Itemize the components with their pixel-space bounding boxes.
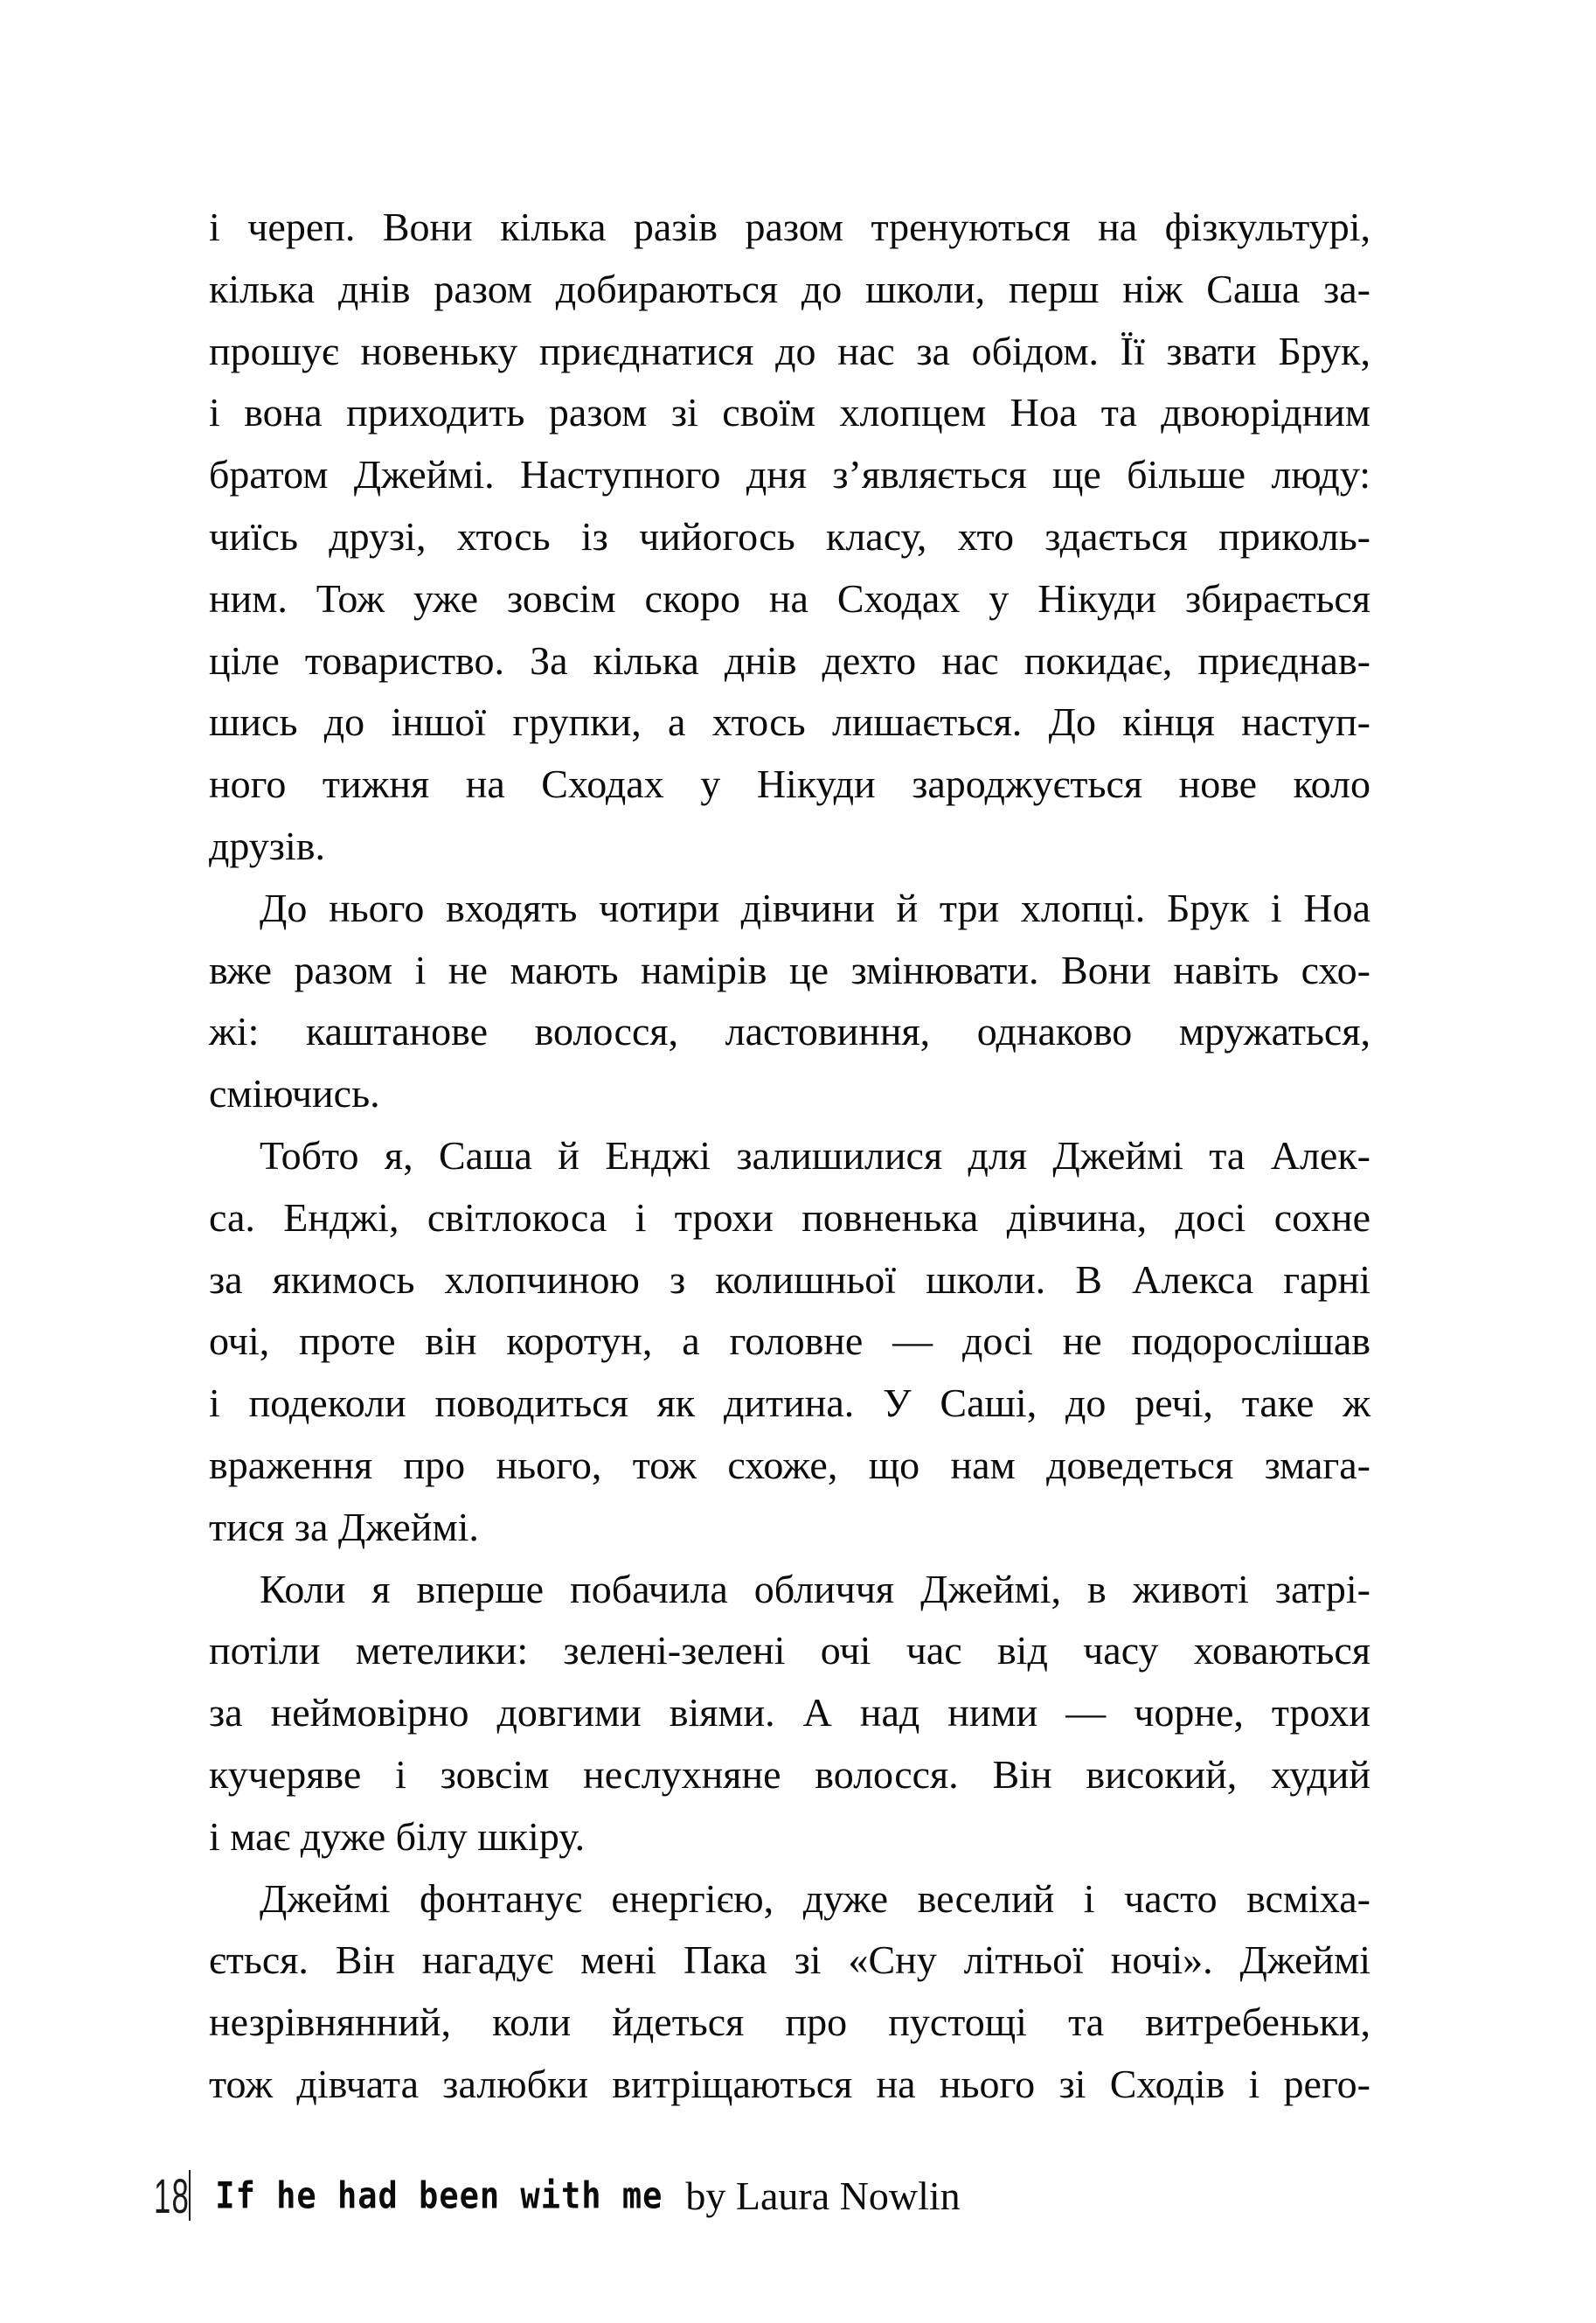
text-block — [209, 197, 1370, 2116]
text-line: і має дуже білу шкіру. — [209, 1813, 586, 1859]
text-line: Коли я вперше побачила обличчя Джеймі, в животі затрі- — [260, 1566, 1370, 1611]
paragraph — [209, 1868, 1370, 2116]
text-line: сміючись. — [209, 1071, 380, 1116]
text-line: ного тижня на Сходах у Нікуди зароджується нове коло — [209, 762, 1370, 807]
text-line: Тобто я, Саша й Енджі залишилися для Джеймі та Алек- — [260, 1132, 1370, 1178]
paragraph — [209, 1125, 1370, 1559]
footer — [154, 2167, 961, 2224]
page-number: 18 — [154, 2167, 191, 2223]
text-line: чиїсь друзі, хтось із чийогось класу, хто здається приколь- — [209, 513, 1370, 559]
text-line: тися за Джеймі. — [209, 1504, 479, 1549]
text-line: братом Джеймі. Наступного дня з’являється ще більше люду: — [209, 452, 1370, 497]
footer-book-title: If he had been with me — [215, 2173, 663, 2217]
text-line: ним. Тож уже зовсім скоро на Сходах у Нікуди збирається — [209, 575, 1370, 621]
text-line: До нього входять чотири дівчини й три хлопці. Брук і Ноа — [260, 885, 1370, 930]
paragraph — [209, 197, 1370, 878]
text-line: жі: каштанове волосся, ластовиння, однаково мружаться, — [209, 1009, 1370, 1054]
text-line: і череп. Вони кілька разів разом тренуються на фізкультурі, — [209, 205, 1370, 249]
text-line: за неймовірно довгими віями. А над ними — чорне, трохи — [209, 1690, 1370, 1735]
text-line: і вона приходить разом зі своїм хлопцем Ноа та двоюрідним — [209, 390, 1370, 435]
text-line: очі, проте він коротун, а головне — досі не подорослішав — [209, 1318, 1370, 1364]
text-line: ціле товариство. За кілька днів дехто нас покидає, приєднав- — [209, 637, 1370, 683]
text-line: кілька днів разом добираються до школи, перш ніж Саша за- — [209, 266, 1370, 311]
paragraph — [209, 1559, 1370, 1868]
text-line: друзів. — [209, 823, 325, 868]
text-line: вже разом і не мають намірів це змінювати. Вони навіть схо- — [209, 947, 1370, 992]
text-line: тож дівчата залюбки витріщаються на нього зі Сходів і рего- — [209, 2061, 1370, 2106]
text-line: прошує новеньку приєднатися до нас за обідом. Її звати Брук, — [209, 328, 1370, 373]
text-line: са. Енджі, світлокоса і трохи повненька дівчина, досі сохне — [209, 1194, 1370, 1240]
text-line: ється. Він нагадує мені Пака зі «Сну літньої ночі». Джеймі — [209, 1937, 1370, 1983]
text-line: шись до іншої групки, а хтось лишається. До кінця наступ- — [209, 699, 1370, 745]
text-line: кучеряве і зовсім неслухняне волосся. Він високий, худий — [209, 1751, 1370, 1797]
text-line: Джеймі фонтанує енергією, дуже веселий і часто всміха- — [260, 1875, 1370, 1921]
text-line: потіли метелики: зелені-зелені очі час від часу ховаються — [209, 1628, 1370, 1673]
text-line: за якимось хлопчиною з колишньої школи. В Алекса гарні — [209, 1256, 1370, 1302]
text-line: і подеколи поводиться як дитина. У Саші, до речі, таке ж — [209, 1381, 1370, 1426]
text-line: незрівнянний, коли йдеться про пустощі та витребеньки, — [209, 2000, 1370, 2045]
footer-author: by Laura Nowlin — [685, 2173, 961, 2218]
paragraph — [209, 878, 1370, 1125]
text-line: враження про нього, тож схоже, що нам доведеться змага- — [209, 1442, 1370, 1487]
